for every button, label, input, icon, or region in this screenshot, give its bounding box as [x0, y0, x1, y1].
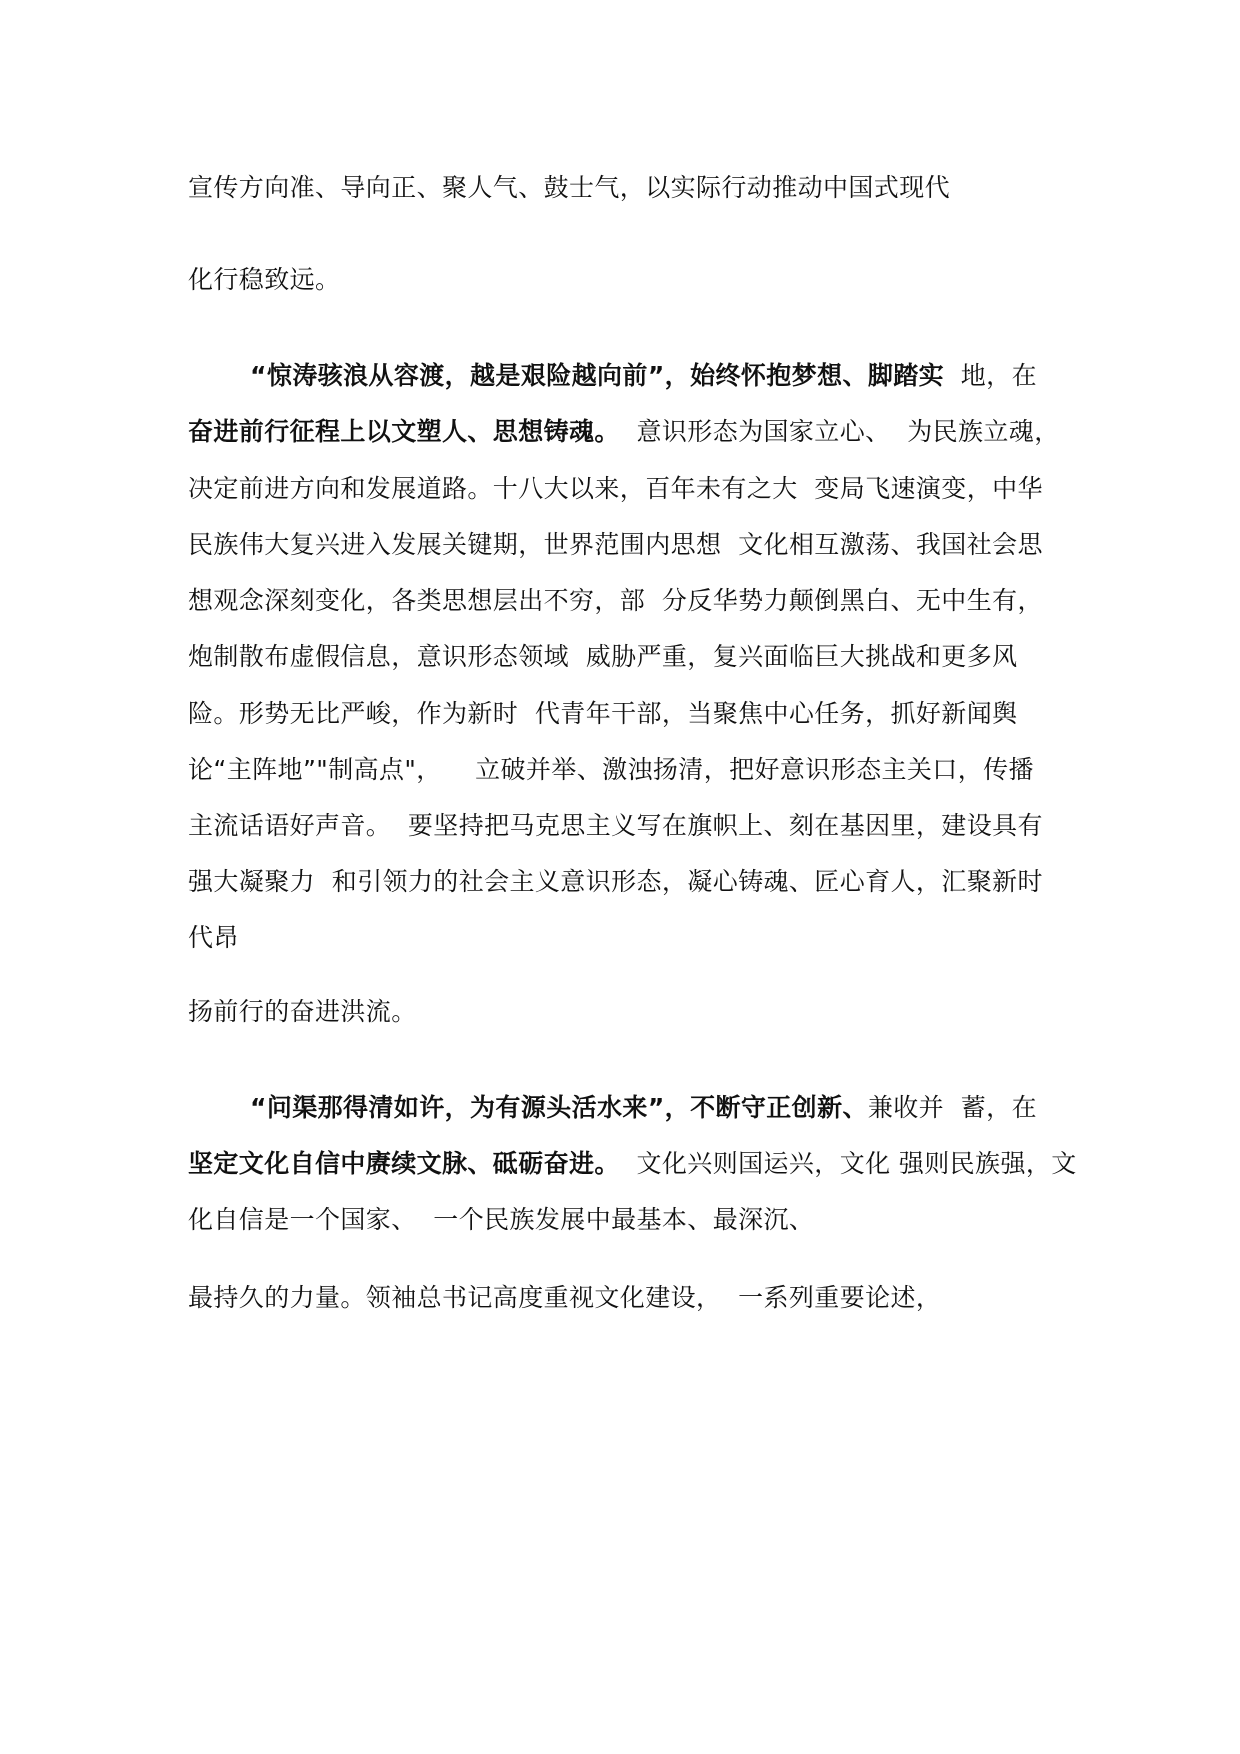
text-segment: 代昂: [188, 923, 239, 952]
bold-quote: “惊涛骇浪从容渡，越是艰险越向前”，始终怀抱梦想、脚踏实: [250, 361, 945, 390]
text-segment: 强大凝聚力 和引领力的社会主义意识形态，凝心铸魂、匠心育人，汇聚新时: [188, 867, 1043, 896]
text-line: [188, 639, 1018, 675]
text-segment: 最持久的力量。领袖总书记高度重视文化建设， 一系列重要论述，: [188, 1283, 942, 1312]
text-segment: 民族伟大复兴进入发展关键期，世界范围内思想 文化相互激荡、我国社会思: [188, 530, 1043, 559]
text-segment: 炮制散布虚假信息，意识形态领域 威胁严重，复兴面临巨大挑战和更多风: [188, 642, 1018, 671]
text-line: [188, 994, 417, 1030]
text-line: [188, 1146, 1077, 1182]
paragraph-first-line: [250, 1090, 1037, 1126]
text-segment: 化行稳致远。: [188, 265, 341, 294]
text-segment: 地，在: [944, 361, 1037, 390]
text-segment: 意识形态为国家立心、 为民族立魂，: [619, 417, 1060, 446]
text-line: [188, 170, 950, 206]
text-line: [188, 752, 1034, 788]
text-line: [188, 583, 1043, 619]
text-segment: 决定前进方向和发展道路。十八大以来，百年未有之大 变局飞速演变，中华: [188, 474, 1043, 503]
bold-heading: 奋进前行征程上以文塑人、思想铸魂。: [188, 417, 620, 446]
text-segment: 扬前行的奋进洪流。: [188, 997, 417, 1026]
text-line: [188, 471, 1043, 507]
text-line: [188, 808, 1043, 844]
text-line: [188, 864, 1043, 900]
text-segment: 险。形势无比严峻，作为新时 代青年干部，当聚焦中心任务，抓好新闻舆: [188, 699, 1018, 728]
text-line: [188, 262, 340, 298]
text-segment: 主流话语好声音。 要坚持把马克思主义写在旗帜上、刻在基因里，建设具有: [188, 811, 1043, 840]
text-segment: 化自信是一个国家、 一个民族发展中最基本、最深沉、: [188, 1205, 815, 1234]
bold-heading: 坚定文化自信中赓续文脉、砥砺奋进。: [188, 1149, 620, 1178]
bold-quote: “问渠那得清如许，为有源头活水来”，不断守正创新、: [250, 1093, 868, 1122]
text-segment: 想观念深刻变化，各类思想层出不穷，部 分反华势力颠倒黑白、无中生有，: [188, 586, 1043, 615]
text-line: [188, 527, 1043, 563]
text-line: [188, 1202, 814, 1238]
text-line: [188, 1280, 941, 1316]
text-segment: 论“主阵地”"制高点"， 立破并举、激浊扬清，把好意识形态主关口，传播: [188, 755, 1034, 784]
text-segment: 文化兴则国运兴，文化 强则民族强，文: [619, 1149, 1077, 1178]
text-segment: 兼收并 蓄，在: [867, 1093, 1037, 1122]
text-line: [188, 920, 239, 956]
text-line: [188, 414, 1060, 450]
text-segment: 宣传方向准、导向正、聚人气、鼓士气，以实际行动推动中国式现代: [188, 173, 951, 202]
text-line: [188, 696, 1018, 732]
paragraph-first-line: [250, 358, 1037, 394]
